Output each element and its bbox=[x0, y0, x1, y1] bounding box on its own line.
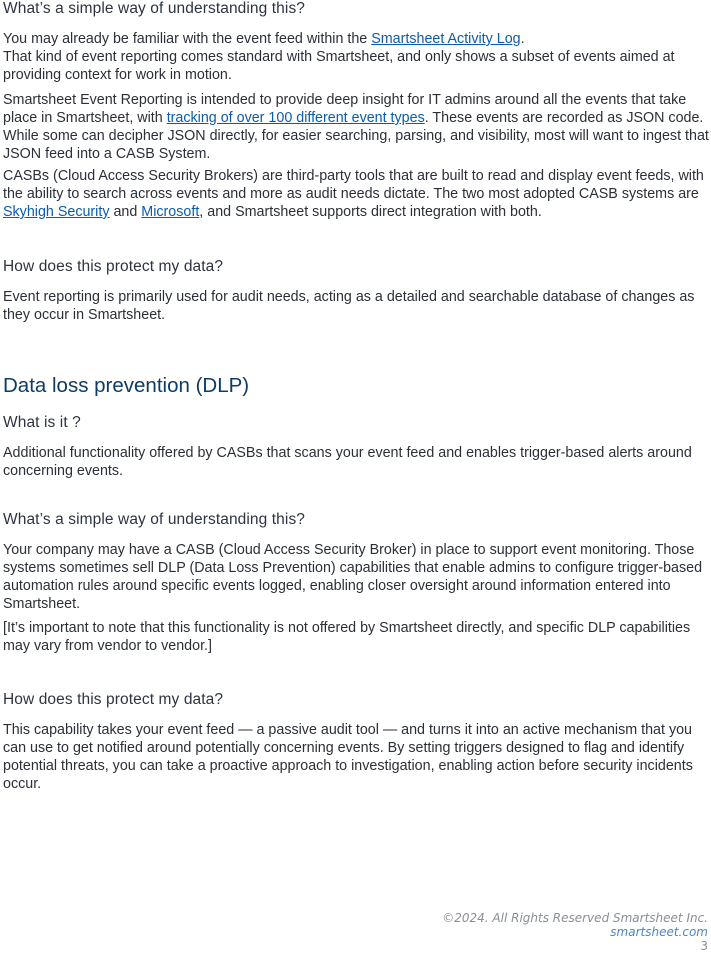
event-types-link[interactable]: tracking of over 100 different event types bbox=[166, 110, 425, 126]
text-span: and bbox=[109, 204, 142, 220]
paragraph-active-mechanism: This capability takes your event feed — a passive audit tool — and turns it into an active mechanism that you can use to get notified around potentially concerning events. By setting triggers designed to flag and identify potential threats, you can take a proactive approach to investigation, enabling action before security incidents occur. bbox=[3, 722, 693, 792]
text-span: , and Smartsheet supports direct integration with both. bbox=[199, 204, 542, 220]
heading-protect-data-dlp: How does this protect my data? bbox=[3, 691, 224, 708]
footer-site-link[interactable]: smartsheet.com bbox=[610, 925, 708, 939]
heading-what-is-it: What is it ? bbox=[3, 414, 81, 431]
heading-simple-understanding: What’s a simple way of understanding this? bbox=[3, 0, 306, 17]
paragraph-audit-needs: Event reporting is primarily used for audit needs, acting as a detailed and searchable database of changes as they occur in Smartsheet. bbox=[3, 289, 695, 323]
text-span: That kind of event reporting comes standard with Smartsheet, and only shows a subset of events aimed at providing context for work in motion. bbox=[3, 49, 675, 83]
microsoft-link[interactable]: Microsoft bbox=[141, 204, 200, 220]
text-span: . bbox=[520, 31, 525, 47]
text-span: Smartsheet Event Reporting is intended to provide deep insight for IT admins around all the events that take place in Smartsheet, with bbox=[3, 92, 687, 126]
paragraph-casb-dlp: Your company may have a CASB (Cloud Access Security Broker) in place to support event monitoring. Those systems sometimes sell DLP (Data Loss Prevention) capabilities that enable admins to configure trigger-based automation rules around specific events logged, enabling closer oversight around information entered into Smartsheet. bbox=[3, 542, 703, 612]
text-span: CASBs (Cloud Access Security Brokers) are third-party tools that are built to read and display event feeds, with the ability to search across events and more as audit needs dictate. The two most adopted CASB systems are bbox=[3, 168, 704, 202]
paragraph-dlp-note: [It’s important to note that this functionality is not offered by Smartsheet directly, and specific DLP capabilities may vary from vendor to vendor.] bbox=[3, 620, 691, 654]
footer-copyright: ©2024. All Rights Reserved Smartsheet Inc. bbox=[442, 911, 708, 925]
heading-simple-understanding-dlp: What’s a simple way of understanding this? bbox=[3, 511, 306, 528]
page-number: 3 bbox=[700, 939, 708, 953]
text-span: . These events are recorded as JSON code. While some can decipher JSON directly, for easier searching, parsing, and visibility, most will want to ingest that JSON feed into a CASB System. bbox=[3, 110, 709, 162]
activity-log-link[interactable]: Smartsheet Activity Log bbox=[371, 31, 521, 47]
paragraph-activity-log bbox=[3, 30, 709, 84]
section-title-dlp: Data loss prevention (DLP) bbox=[3, 374, 250, 397]
paragraph-casbs bbox=[3, 167, 709, 221]
text-span: You may already be familiar with the event feed within the bbox=[3, 31, 372, 47]
footer bbox=[442, 911, 708, 953]
skyhigh-security-link[interactable]: Skyhigh Security bbox=[3, 204, 110, 220]
heading-protect-data: How does this protect my data? bbox=[3, 258, 224, 275]
paragraph-casb-functionality: Additional functionality offered by CASBs that scans your event feed and enables trigger-based alerts around concerning events. bbox=[3, 445, 692, 479]
paragraph-event-reporting bbox=[3, 91, 709, 163]
